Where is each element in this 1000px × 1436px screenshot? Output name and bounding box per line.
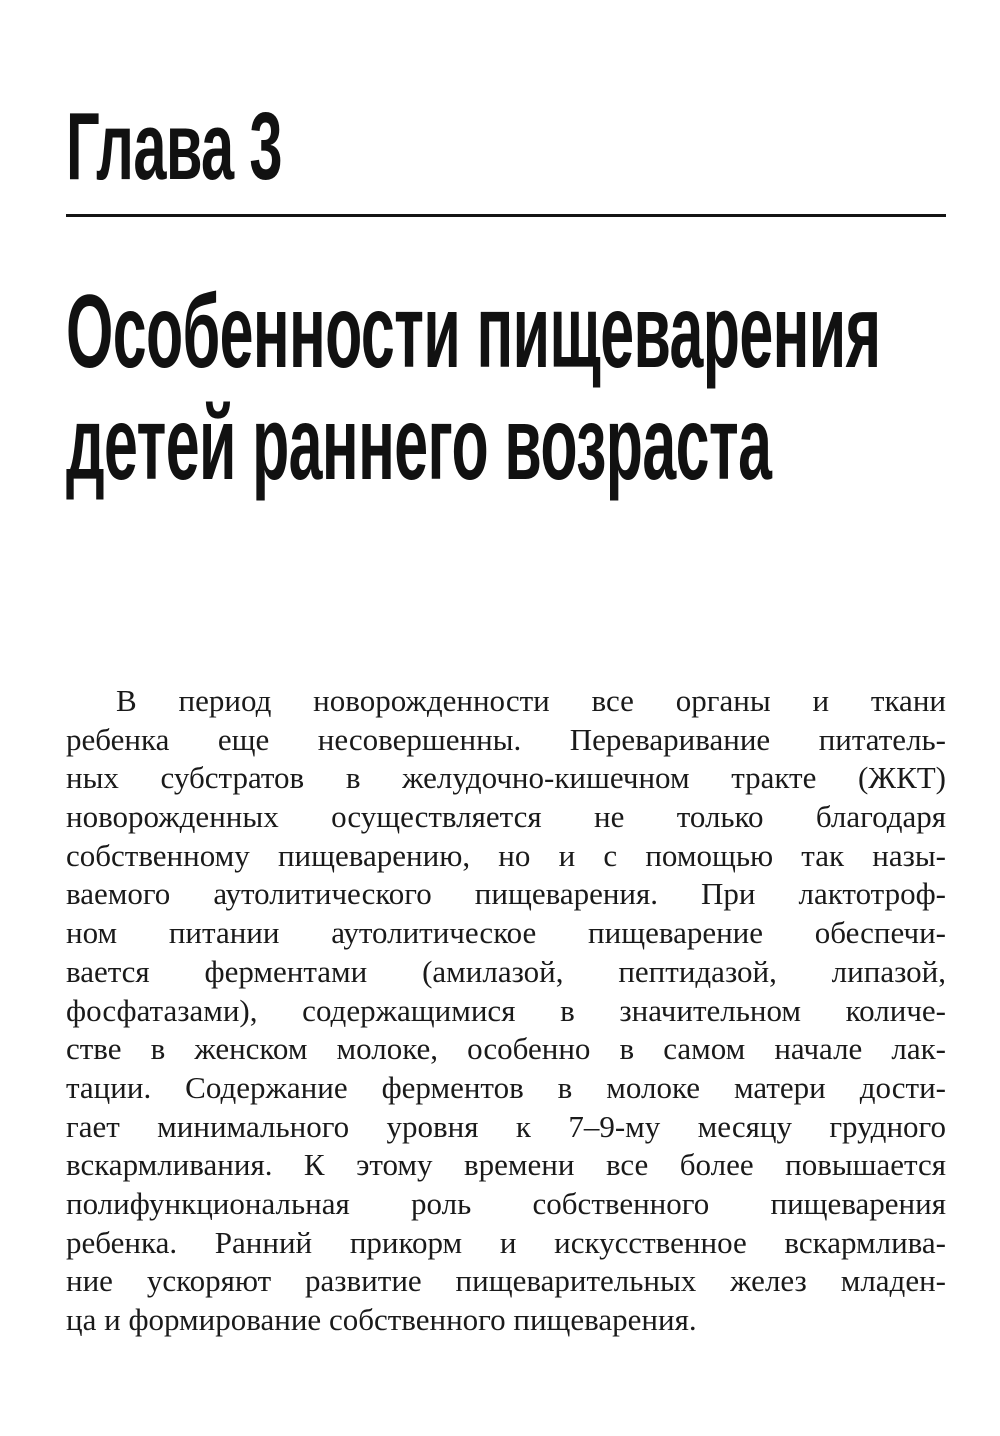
paragraph-line-text: вскармливания. К этому времени все более повышается	[66, 1147, 946, 1183]
paragraph-line-text: ребенка. Ранний прикорм и искусственное вскармлива-	[66, 1224, 946, 1260]
paragraph-line-text: ных субстратов в желудочно-кишечном тракте (ЖКТ)	[66, 760, 946, 796]
paragraph-line-text: ние ускоряют развитие пищеварительных желез младен-	[66, 1263, 946, 1299]
paragraph-line	[66, 759, 946, 798]
paragraph-line-text: гает минимального уровня к 7–9-му месяцу грудного	[66, 1108, 946, 1144]
paragraph-line	[66, 798, 946, 837]
paragraph-line	[66, 992, 946, 1031]
paragraph-line	[66, 721, 946, 760]
paragraph-line-text: фосфатазами), содержащимися в значительном количе-	[66, 992, 946, 1028]
paragraph-line	[66, 682, 946, 721]
paragraph-line	[66, 875, 946, 914]
paragraph-line-text: ребенка еще несовершенны. Переваривание питатель-	[66, 721, 946, 757]
paragraph-line	[66, 1146, 946, 1185]
chapter-number: Глава 3	[66, 93, 282, 200]
body-paragraph	[66, 682, 946, 1340]
paragraph-line-text: вается ферментами (амилазой, пептидазой, липазой,	[66, 953, 946, 989]
paragraph-line	[66, 953, 946, 992]
paragraph-line	[66, 1108, 946, 1147]
paragraph-line	[66, 914, 946, 953]
paragraph-line	[66, 1301, 946, 1340]
paragraph-line-text: ца и формирование собственного пищеварения.	[66, 1302, 697, 1337]
chapter-divider-rule	[66, 214, 946, 217]
paragraph-line	[66, 1069, 946, 1108]
paragraph-line	[66, 837, 946, 876]
chapter-title-line-1: Особенности пищеварения	[66, 274, 881, 390]
paragraph-line	[66, 1262, 946, 1301]
paragraph-line-text: ваемого аутолитического пищеварения. При лактотроф-	[66, 876, 946, 912]
paragraph-line	[66, 1185, 946, 1224]
paragraph-line-text: стве в женском молоке, особенно в самом начале лак-	[66, 1031, 946, 1067]
paragraph-line-text: собственному пищеварению, но и с помощью так назы-	[66, 837, 946, 873]
paragraph-line-text: ном питании аутолитическое пищеварение обеспечи-	[66, 915, 946, 951]
paragraph-line-text: полифункциональная роль собственного пищеварения	[66, 1185, 946, 1221]
paragraph-line-text: В период новорожденности все органы и ткани	[116, 683, 946, 718]
paragraph-line-text: тации. Содержание ферментов в молоке матери дости-	[66, 1069, 946, 1105]
chapter-title-line-2: детей раннего возраста	[66, 386, 772, 502]
paragraph-line	[66, 1030, 946, 1069]
chapter-title	[66, 276, 880, 500]
paragraph-line	[66, 1224, 946, 1263]
paragraph-line-text: новорожденных осуществляется не только благодаря	[66, 799, 946, 835]
